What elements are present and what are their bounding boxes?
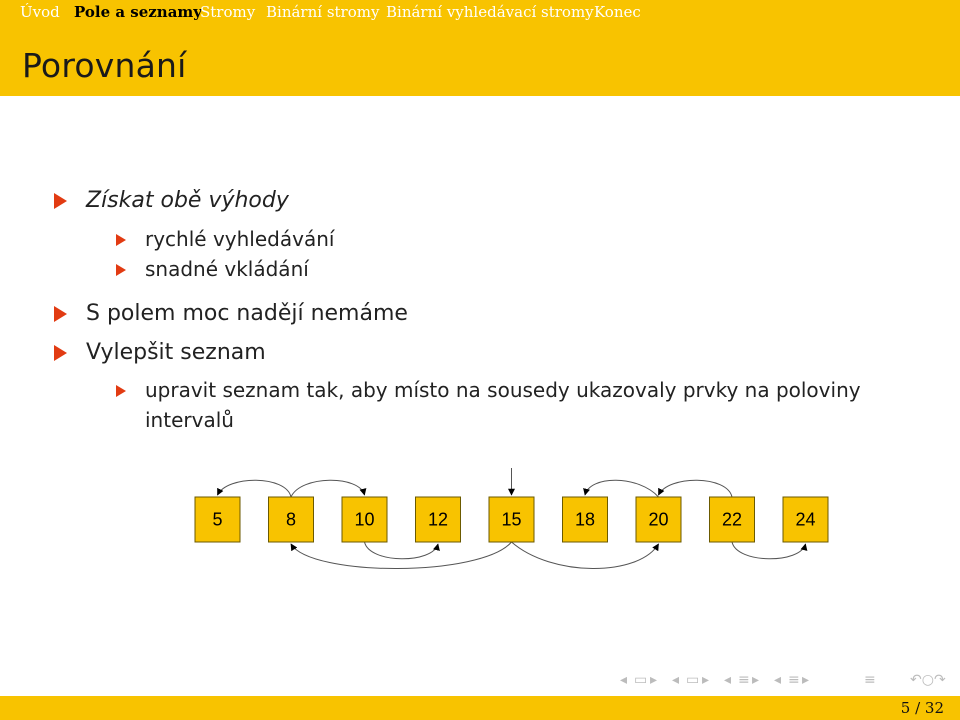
- sub-bullet-icon: [116, 234, 126, 246]
- footer-bar: [0, 696, 960, 720]
- nav-right-icon[interactable]: ▸: [650, 672, 658, 688]
- nav-item-konec[interactable]: Konec: [594, 3, 641, 21]
- pointer-arrow: [218, 480, 292, 497]
- pointer-arrow: [291, 542, 512, 569]
- bullet-icon: [54, 193, 67, 209]
- cell-value: 24: [795, 509, 816, 530]
- subsection-left-icon[interactable]: ◂: [672, 672, 680, 688]
- subsection-right-icon[interactable]: ▸: [702, 672, 710, 688]
- section-icon[interactable]: ≡: [738, 672, 750, 688]
- cell-value: 22: [721, 509, 743, 530]
- sub-list-item-continuation: intervalů: [145, 408, 234, 432]
- pointer-arrow: [732, 542, 806, 559]
- nav-item-uvod[interactable]: Úvod: [20, 3, 60, 21]
- frame-title: Porovnání: [22, 46, 187, 85]
- list-item: Vylepšit seznam: [86, 340, 266, 365]
- cell-value: 20: [648, 509, 669, 530]
- section-left-icon[interactable]: ◂: [724, 672, 732, 688]
- page-number: 5 / 32: [900, 699, 944, 717]
- list-cells: [195, 497, 828, 542]
- search-icon[interactable]: ↶○↷: [910, 672, 946, 688]
- section-navigation-bar: [0, 0, 960, 24]
- beamer-navigation: [620, 672, 960, 692]
- frame-title-bar: [0, 24, 960, 96]
- bullet-icon: [54, 306, 67, 322]
- subsection-icon[interactable]: ▭: [686, 672, 700, 688]
- cell-value: 5: [212, 509, 223, 530]
- frame-icon[interactable]: ▭: [634, 672, 648, 688]
- align-icon[interactable]: ≡: [864, 672, 876, 688]
- cell-value: 10: [354, 509, 375, 530]
- cell-value: 18: [574, 509, 596, 530]
- doc-left-icon[interactable]: ◂: [774, 672, 782, 688]
- nav-item-binarni-vyhledavaci-stromy[interactable]: Binární vyhledávací stromy: [386, 3, 594, 21]
- cell-value: 12: [427, 509, 449, 530]
- nav-left-icon[interactable]: ◂: [620, 672, 628, 688]
- nav-item-binarni-stromy[interactable]: Binární stromy: [266, 3, 380, 21]
- pointer-arrow: [585, 480, 659, 497]
- doc-right-icon[interactable]: ▸: [802, 672, 810, 688]
- cell-value: 8: [285, 509, 297, 530]
- nav-item-stromy[interactable]: Stromy: [200, 3, 256, 21]
- cell-value: 15: [501, 509, 522, 530]
- sub-bullet-icon: [116, 385, 126, 397]
- list-item: Získat obě výhody: [86, 188, 289, 213]
- pointer-arrow: [659, 480, 733, 497]
- linked-list-diagram: [0, 460, 960, 580]
- pointer-arrow: [365, 542, 439, 559]
- doc-icon[interactable]: ≡: [788, 672, 800, 688]
- list-item: S polem moc nadějí nemáme: [86, 301, 408, 326]
- bullet-icon: [54, 345, 67, 361]
- section-right-icon[interactable]: ▸: [752, 672, 760, 688]
- sub-list-item: rychlé vyhledávání: [145, 227, 335, 251]
- pointer-arrow: [512, 542, 659, 569]
- sub-bullet-icon: [116, 264, 126, 276]
- sub-list-item: upravit seznam tak, aby místo na sousedy ukazovaly prvky na poloviny: [145, 378, 861, 402]
- pointer-arrow: [291, 480, 365, 497]
- nav-item-pole-a-seznamy[interactable]: Pole a seznamy: [74, 3, 203, 21]
- sub-list-item: snadné vkládání: [145, 257, 309, 281]
